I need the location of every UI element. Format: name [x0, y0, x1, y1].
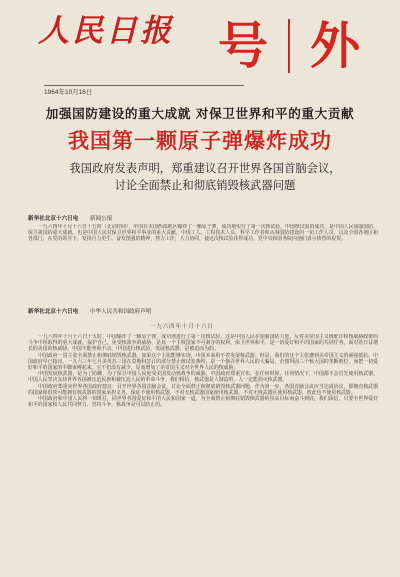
issue-date: 1964年10月16日	[44, 89, 93, 96]
government-statement-body	[28, 334, 378, 570]
subheadline: 加强国防建设的重大成就 对保卫世界和平的重大贡献	[45, 106, 355, 121]
paragraph-2: 一九六四年十月十六日十五时，中国爆炸了一颗原子弹，成功地进行了第一次核试验。这是中国人民在加强国防力量，反对美帝国主义核讹诈和核威胁政策的斗争中所取得的重大成就。保护自己，免受核战争的威胁，是每一个主权国家不可剥夺的权利。保卫世界和平，是一切爱好和平的国家的共同任务。面对着日益增长的美国的核威胁，中国不能坐视不动。中国进行核试验，发展核武器，是被迫而为的。	[28, 334, 378, 353]
deck-headline	[40, 160, 370, 194]
paragraph-1: 一九六四年十月十六日十五时（北京时间），中国在本国西部地区爆炸了一颗原子弹，成功地实行了第一次核试验。中国核试验的成功，是中国人民加强国防、保卫祖国的重大成就，也是中国人民对保卫世界和平事业的重大贡献。中国工人、工程技术人员、科学工作者和从事国防建设的一切工作人员，以及全国各地区和各部门，在党的领导下，发扬自力更生、奋发图强的精神，努力工作，大力协同，使这次核试验获得成功。党中央和国务院向他们表示热烈的祝贺。	[28, 224, 378, 243]
deck-line-1: 我国政府发表声明，郑重建议召开世界各国首脑会议，	[69, 162, 341, 175]
dateline-2-text: 新华社北京十六日电	[28, 309, 79, 315]
news-communique-body	[28, 224, 378, 268]
paragraph-5: 中国政府郑重向世界各国政府建议：召开世界各国首脑会议，讨论全面禁止和彻底销毁核武器问题，作为第一步，各国首脑会议应当达成协议，即拥有核武器的国家和很快可能拥有核武器的国家承担义务，保证不使用核武器，不对无核武器国家使用核武器，不对无核武器区使用核武器，彼此也不使用核武器。	[28, 383, 378, 396]
extra-label-divider	[288, 19, 290, 73]
dateline-2	[28, 307, 151, 315]
source-1-text: 新闻公报	[89, 216, 113, 222]
masthead	[0, 0, 400, 96]
issue-date-bar	[44, 85, 244, 96]
source-2-text: 中华人民共和国政府声明	[89, 309, 152, 315]
statement-date: 一九六四年十月十六日	[150, 324, 214, 330]
newspaper-title: 人民日报	[38, 13, 174, 49]
extra-label-char-1: 号	[218, 17, 268, 75]
extra-label-char-2: 外	[310, 17, 360, 75]
paragraph-4: 中国发展核武器，是为了防御，为了保卫中国人民免受美国发动核战争的威胁。中国政府郑重宣布，在任何时候、任何情况下，中国都不会首先使用核武器。中国人民坚决支持世界各国被压迫民族和被压迫人民的革命斗争。我们相信，核武器是人制造的，人一定能消灭核武器。	[28, 371, 378, 384]
paragraph-6: 中国政府和中国人民将一如既往，同世界各国爱好和平的人民和国家一道，为全面禁止和彻底销毁核武器的崇高目标而奋斗到底。我们深信，只要全世界爱好和平的国家和人民共同努力，坚持斗争，核战争是可以防止的。	[28, 396, 378, 409]
main-headline: 我国第一颗原子弹爆炸成功	[68, 128, 332, 153]
extra-edition-label	[208, 17, 370, 75]
deck-line-2: 讨论全面禁止和彻底销毁核武器问题	[114, 179, 296, 192]
dateline-1-text: 新华社北京十六日电	[28, 216, 79, 222]
dateline-1	[28, 214, 112, 222]
paragraph-3: 中国政府一贯主张全面禁止和彻底销毁核武器。如果这个主张能够实现，中国本来用不着发展核武器。但是，我们的这个主张遭到美帝国主义的顽强抵抗。中国政府早已指出，一九六三年七月美英苏三国在莫斯科签订的部分禁止核试验条约，是一个愚弄世界人民的大骗局，企图巩固三个核大国的垄断地位，而把一切爱好和平的国家的手脚束缚起来。它不但没有减少，反而增加了美帝国主义对全世界人民的核威胁。	[28, 352, 378, 372]
